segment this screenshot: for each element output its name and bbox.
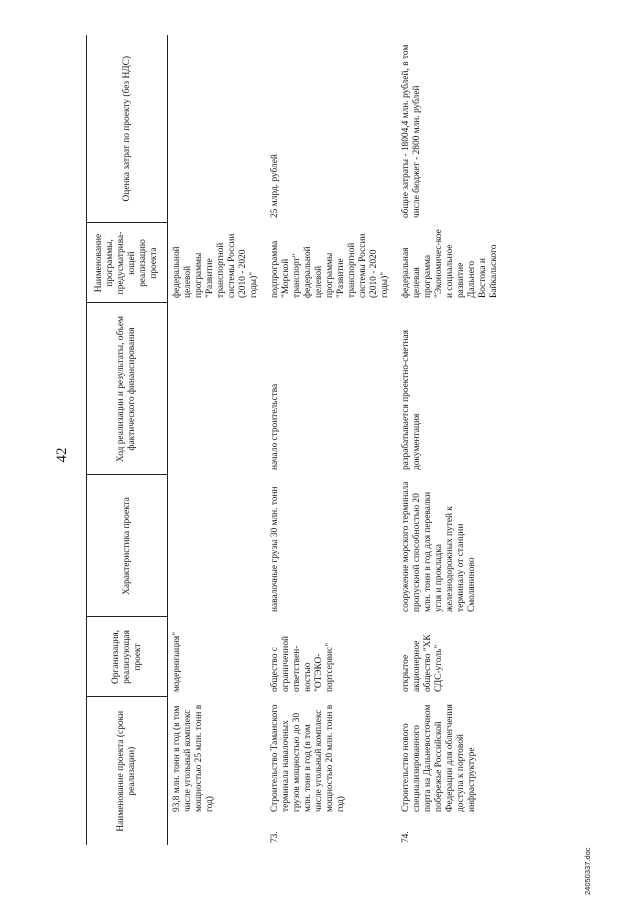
row-number bbox=[168, 817, 267, 845]
projects-table bbox=[86, 35, 506, 845]
cost bbox=[168, 35, 267, 223]
progress bbox=[168, 303, 267, 475]
project-name: 93,8 млн. тонн в год (в том числе угольный комплекс мощностью 25 млн. тонн в год) bbox=[172, 704, 215, 812]
header-organization: Организация, реализующая проект bbox=[87, 617, 168, 697]
header-project-name: Наименование проекта (сроки реализации) bbox=[87, 697, 168, 845]
organization: открытое акционерное общество "ХК СДС-уголь" bbox=[401, 634, 444, 692]
progress: разрабатывается проектно-сметная документация bbox=[401, 329, 422, 470]
characteristic: сооружение морского терминала пропускной способностью 20 млн. тонн в год для перевалки угля и прокладка железнодорожных путей к терминалу от станции Смоляниново bbox=[401, 481, 477, 612]
organization: модернизация" bbox=[172, 631, 182, 692]
project-name: Строительство нового специализированного порта на Дальневосточном побережье Российской Федерации для облегчения доступа к портовой инфраструктуре bbox=[401, 704, 477, 812]
projects-table-wrapper bbox=[86, 35, 506, 845]
header-cost: Оценка затрат по проекту (без НДС) bbox=[87, 35, 168, 223]
page-number: 42 bbox=[54, 447, 70, 463]
row-number: 74. bbox=[401, 831, 411, 843]
table-row bbox=[397, 35, 506, 845]
document-id: 24050337.doc bbox=[583, 847, 592, 895]
program: федеральной целевой программы "Развитие транспортной системы России (2010 - 2020 годы)" bbox=[172, 233, 259, 298]
project-name: Строительство Таманского терминала навалочных грузов мощностью до 30 млн. тонн в год (в том числе угольный комплекс мощностью 20 млн. тонн в год) bbox=[270, 704, 346, 812]
characteristic bbox=[168, 475, 267, 617]
cost: общие затраты - 18004,4 млн. рублей, в том числе бюджет - 2800 млн. рублей bbox=[401, 44, 422, 218]
organization: общество с ограниченной ответствен-ностью "ОТЭКО-портсервис" bbox=[270, 635, 335, 692]
characteristic: навалочные грузы 30 млн. тонн bbox=[270, 486, 280, 612]
table-row bbox=[266, 35, 397, 845]
table-row bbox=[168, 35, 267, 845]
document-page bbox=[38, 15, 598, 895]
rotated-content bbox=[38, 15, 598, 895]
header-program: Наименование программы, предусматрива-ющей реализацию проекта bbox=[87, 223, 168, 303]
progress: начало строительства bbox=[270, 383, 280, 470]
row-number: 73. bbox=[270, 831, 280, 843]
program: подпрограмма "Морской транспорт" федеральной целевой программы "Развитие транспортной системы России (2010 - 2020 годы)" bbox=[270, 233, 390, 298]
table-header-row bbox=[87, 35, 168, 845]
header-progress: Ход реализации и результаты, объем фактического финансирования bbox=[87, 303, 168, 475]
header-characteristic: Характеристика проекта bbox=[87, 475, 168, 617]
program: федеральная целевая программа "Экономичес-кое и социальное развитие Дальнего Востока и Байкальского bbox=[401, 229, 499, 298]
cost: 25 млрд. рублей bbox=[270, 154, 280, 218]
